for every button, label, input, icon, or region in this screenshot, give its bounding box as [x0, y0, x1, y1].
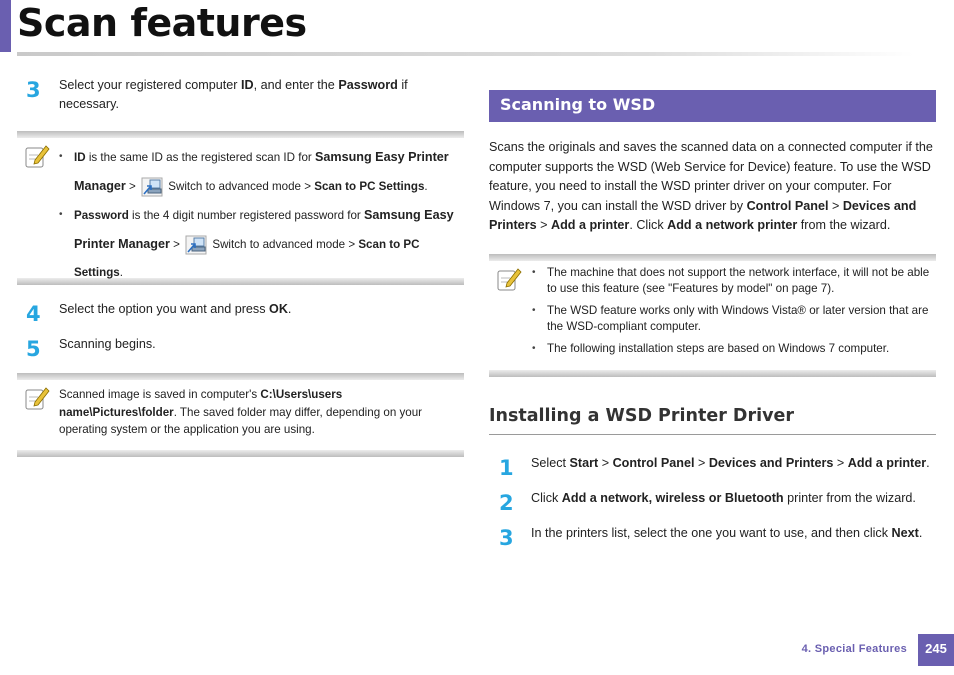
note-box-wsd	[489, 254, 936, 377]
step-number-3: 3	[26, 78, 41, 102]
list-item: • The machine that does not support the network interface, it will not be able to use this feature (see "Features by model" on page 7).	[532, 265, 936, 297]
step-4-text: Select the option you want and press OK.	[59, 302, 292, 316]
note-box-saved-folder	[17, 373, 464, 457]
section-heading-bar	[489, 90, 936, 122]
step-5-text: Scanning begins.	[59, 337, 156, 351]
page-number-badge: 245	[918, 634, 954, 666]
title-accent-bar	[0, 0, 11, 52]
page-title: Scan features	[17, 1, 307, 45]
title-divider	[17, 52, 914, 56]
note-box-scan-id	[17, 131, 464, 285]
step-3-text: Select your registered computer ID, and enter the Password if necessary.	[59, 78, 408, 111]
step-2-text: Click Add a network, wireless or Bluetooth printer from the wizard.	[531, 491, 916, 505]
step-number-2: 2	[499, 491, 514, 515]
step-number-4: 4	[26, 302, 41, 326]
step-number-1: 1	[499, 456, 514, 480]
scan-to-pc-icon	[141, 177, 163, 197]
step-number-5: 5	[26, 337, 41, 361]
note-pencil-icon	[496, 266, 522, 292]
note-pencil-icon	[24, 385, 50, 411]
list-item: • Password is the 4 digit number registered password for Samsung Easy Printer Manager > Switch to advanced mode > Scan to PC Settings.	[59, 201, 463, 287]
section-heading: Scanning to WSD	[500, 95, 656, 114]
footer-chapter-label: 4. Special Features	[801, 643, 907, 655]
list-item: • The WSD feature works only with Windows Vista® or later version that are the WSD-compliant computer.	[532, 303, 936, 335]
step-3-right-text: In the printers list, select the one you want to use, and then click Next.	[531, 526, 923, 540]
scan-to-pc-icon	[185, 235, 207, 255]
sub-heading: Installing a WSD Printer Driver	[489, 406, 794, 426]
step-number-3-right: 3	[499, 526, 514, 550]
step-1-text: Select Start > Control Panel > Devices and Printers > Add a printer.	[531, 456, 930, 470]
list-item: • ID is the same ID as the registered scan ID for Samsung Easy Printer Manager > Switch to advanced mode > Scan to PC Settings.	[59, 143, 463, 201]
note-list	[59, 143, 463, 287]
note-text: Scanned image is saved in computer's C:\Users\users name\Pictures\folder. The saved folder may differ, depending on your operating system or the application you are using.	[59, 388, 423, 436]
sub-heading-divider	[489, 434, 936, 435]
list-item: • The following installation steps are based on Windows 7 computer.	[532, 341, 936, 357]
intro-paragraph: Scans the originals and saves the scanned data on a connected computer if the computer supports the WSD (Web Service for Device) feature. To use the WSD feature, you need to install the WSD printer driver on your computer. For Windows 7, you can install the WSD driver by Control Panel > Devices and Printers > Add a printer. Click Add a network printer from the wizard.	[489, 140, 933, 232]
note-pencil-icon	[24, 143, 50, 169]
wsd-note-list	[532, 265, 936, 357]
